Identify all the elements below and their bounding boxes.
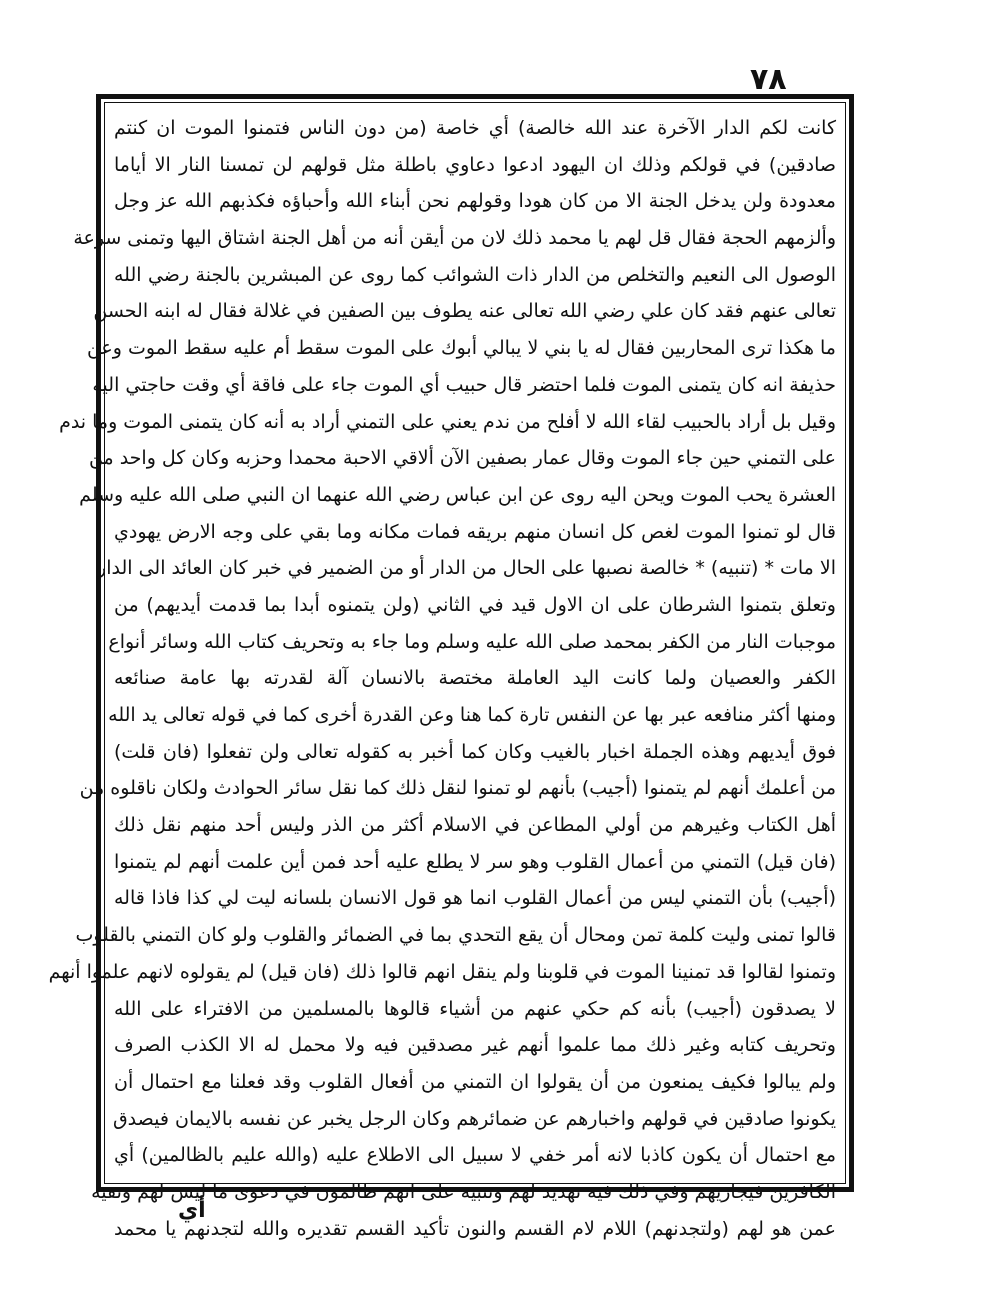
text-line: الا مات * (تنبيه) * خالصة نصبها على الحال من الدار أو من الضمير في خبر كان العائد الى الدار: [97, 557, 836, 580]
text-line: على التمني حين جاء الموت وقال عمار بصفين الآن ألاقي الاحبة محمدا وحزبه وكان كل واحد من: [89, 447, 836, 470]
text-line: لا يصدقون (أجيب) بأنه كم حكي عنهم من أشياء قالوها بالمسلمين من الافتراء على الله: [114, 997, 836, 1020]
text-line: وقيل بل أراد بالحبيب لقاء الله لا أفلح من ندم يعني على التمني أراد به أنه كان يتمنى الموت وما ندم: [59, 410, 836, 433]
text-line: صادقين) في قولكم وذلك ان اليهود ادعوا دعاوي باطلة مثل قولهم لن تمسنا النار الا أياما: [114, 153, 836, 176]
text-line: ما هكذا ترى المحاربين فقال له يا بني لا يبالي أبوك على الموت سقط أم عليه سقط الموت وعن: [86, 337, 836, 360]
text-line: تعالى عنهم فقد كان علي رضي الله تعالى عنه يطوف بين الصفين في غلالة فقال له ابنه الحسن: [93, 300, 836, 323]
text-line: معدودة ولن يدخل الجنة الا من كان هودا وقولهم نحن أبناء الله وأحباؤه فكذبهم الله عز وجل: [114, 190, 836, 213]
page-text-block: [48, 110, 836, 1240]
text-line: العشرة يحب الموت ويحن اليه روى عن ابن عباس رضي الله عنهما ان النبي صلى الله عليه وسلم: [79, 483, 836, 506]
text-line: كانت لكم الدار الآخرة عند الله خالصة) أي خاصة (من دون الناس فتمنوا الموت ان كنتم: [114, 117, 836, 139]
text-line: يكونوا صادقين في قولهم واخبارهم عن ضمائرهم وكان الرجل يخبر عن نفسه بالايمان فيصدق: [112, 1107, 836, 1130]
catchword: أي: [178, 1198, 206, 1223]
text-line: الكافرين فيجازيهم وفي ذلك فيه تهديد لهم وتنبيه على انهم ظالمون في دعوى ما ليس لهم ونفيه: [91, 1180, 836, 1203]
text-line: وتعلق بتمنوا الشرطان على ان الاول قيد في الثاني (ولن يتمنوه أبدا بما قدمت أيديهم) من: [114, 593, 836, 616]
text-line: قالوا تمنى وليت كلمة تمن ومحال أن يقع التحدي بما في الضمائر والقلوب ولو كان التمني بالقلوب: [75, 924, 836, 947]
text-line: أهل الكتاب وغيرهم من أولي المطاعن في الاسلام أكثر من الذر وليس أحد منهم نقل ذلك: [114, 814, 836, 837]
text-line: حذيفة انه كان يتمنى الموت فلما احتضر قال حبيب أي الموت جاء على فاقة أي وقت حاجتي اليه: [92, 373, 836, 396]
page-number: ٧٨: [750, 62, 787, 97]
text-line: ولم يبالوا فكيف يمنعون من أن يقولوا ان التمني من أفعال القلوب وقد فعلنا مع احتمال أن: [114, 1070, 836, 1093]
text-line: موجبات النار من الكفر بمحمد صلى الله عليه وسلم وما جاء به وتحريف كتاب الله وسائر أنواع: [108, 630, 836, 653]
text-line: قال لو تمنوا الموت لغص كل انسان منهم بريقه فمات مكانه وما بقي على وجه الارض يهودي: [114, 520, 836, 543]
text-line: وتحريف كتابه وغير ذلك مما علموا أنهم غير مصدقين فيه ولا محمل له الا الكذب الصرف: [114, 1034, 836, 1057]
text-line: عمن هو لهم (ولتجدنهم) اللام لام القسم والنون تأكيد القسم تقديره والله لتجدنهم يا محمد: [114, 1217, 836, 1240]
text-line: من أعلمك أنهم لم يتمنوا (أجيب) بأنهم لو تمنوا لنقل ذلك كما نقل سائر الحوادث ولكان ناقلوه من: [79, 777, 836, 800]
text-line: فوق أيديهم وهذه الجملة اخبار بالغيب وكان كما أخبر به كقوله تعالى ولن تفعلوا (فان قلت): [114, 740, 836, 763]
text-line: ومنها أكثر منافعه عبر بها عن النفس تارة كما هنا وعن القدرة أخرى كما في قوله تعالى يد الله: [108, 704, 836, 726]
text-line: وألزمهم الحجة فقال قل لهم يا محمد ذلك لان من أيقن أنه من أهل الجنة اشتاق اليها وتمنى سرعة: [73, 227, 836, 250]
text-line: (أجيب) بأن التمني ليس من أعمال القلوب انما هو قول الانسان بلسانه ليت لي كذا فاذا قاله: [114, 887, 836, 910]
text-line: (فان قيل) التمني من أعمال القلوب وهو سر لا يطلع عليه أحد فمن أين علمت أنهم لم يتمنوا: [114, 850, 836, 873]
text-line: وتمنوا لقالوا قد تمنينا الموت في قلوبنا ولم ينقل انهم قالوا ذلك (فان قيل) لم يقولوه لانهم علموا أنهم: [48, 960, 836, 983]
text-line: مع احتمال أن يكون كاذبا لانه أمر خفي لا سبيل الى الاطلاع عليه (والله عليم بالظالمين) أي: [114, 1144, 836, 1167]
text-line: الوصول الى النعيم والتخلص من الدار ذات الشوائب كما روى عن المبشرين بالجنة رضي الله: [114, 263, 836, 286]
text-line: الكفر والعصيان ولما كانت اليد العاملة مختصة بالانسان آلة لقدرته بها عامة صنائعه: [114, 667, 836, 690]
